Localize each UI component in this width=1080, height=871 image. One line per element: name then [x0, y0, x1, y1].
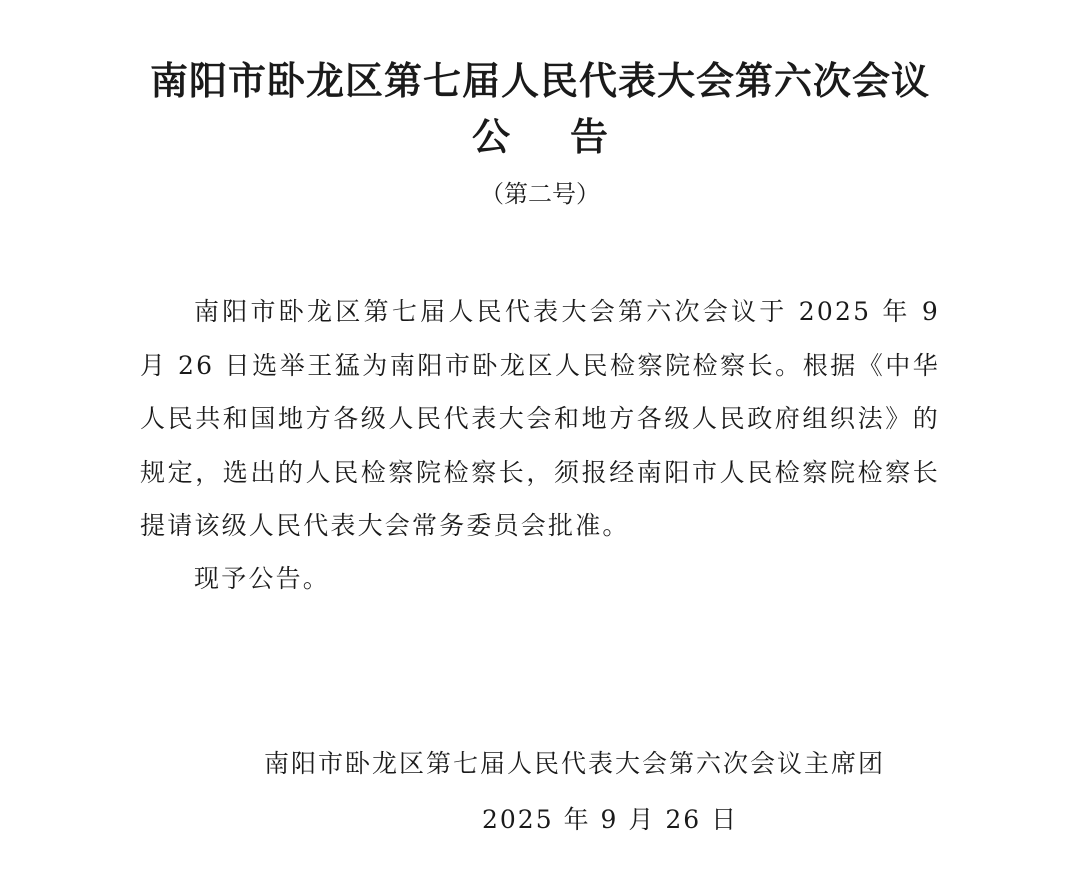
notice-body: 南阳市卧龙区第七届人民代表大会第六次会议于 2025 年 9 月 26 日选举王猛为南阳市卧龙区人民检察院检察长。根据《中华人民共和国地方各级人民代表大会和地方各级人民政府组织法》的规定，选出的人民检察院检察长，须报经南阳市人民检察院检察长提请该级人民代表大会常务委员会批准。: [140, 297, 940, 540]
notice-signer: 南阳市卧龙区第七届人民代表大会第六次会议主席团: [264, 749, 886, 778]
notice-subtitle: 公告: [471, 115, 668, 159]
notice-closing: 现予公告。: [194, 564, 331, 593]
notice-title: 南阳市卧龙区第七届人民代表大会第六次会议: [149, 59, 930, 103]
notice-date: 2025 年 9 月 26 日: [482, 805, 739, 834]
notice-number: （第二号）: [480, 180, 600, 208]
